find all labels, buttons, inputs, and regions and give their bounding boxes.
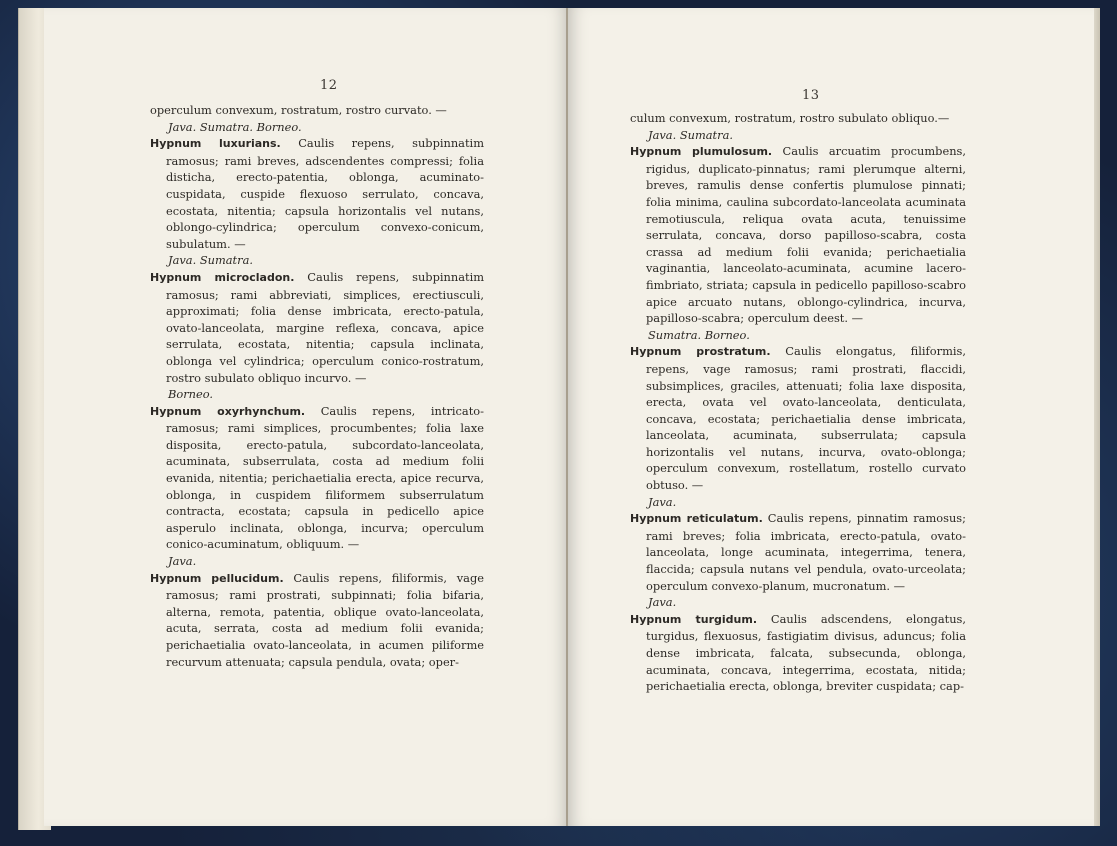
species-description: Caulis repens, subpinnatim ramosus; rami abbreviati, simplices, erectiusculi, approximati; folia dense imbricata, erecto-patula, ovato-lanceolata, margine reflexa, concava, apice serrulata, ecostata, nitentia; capsula inclinata, oblonga vel cylindrica; operculum conico-rostratum, rostro subulato obliquo incurvo. — [166, 269, 485, 385]
species-description: Caulis repens, subpinnatim ramosus; rami breves, adscendentes compressi; folia disticha, erecto-patentia, oblonga, acuminato-cuspidata, cuspide flexuoso serrulato, concava, ecostata, nitentia; capsula horizontalis vel nutans, oblongo-cylindrica; operculum convexo-conicum, subulatum. — [166, 136, 484, 251]
locality-line: Borneo. [168, 387, 214, 402]
species-name: Hypnum plumulosum. [630, 145, 773, 159]
species-description: Caulis adscendens, elongatus, turgidus, flexuosus, fastigiatim divisus, aduncus; folia dense imbricata, falcata, subsecunda, oblonga, acuminata, concava, integerrima, ecostata, nitida; perichaetialia erecta, oblonga, breviter cuspidata; cap- [646, 611, 966, 694]
species-description: Caulis elongatus, filiformis, repens, vage ramosus; rami prostrati, flaccidi, subsimplices, graciles, attenuati; folia laxe disposita, erecta, ovata vel ovato-lanceolata, denticulata, concava, ecostata; perichaetialia dense imbricata, lanceolata, acuminata, subserrulata; capsula horizontalis vel nutans, incurva, ovato-oblonga; operculum convexum, rostellatum, rostello curvato obtuso. — [646, 344, 966, 493]
continuation-line: operculum convexum, rostratum, rostro curvato. — [150, 103, 447, 117]
species-entry [630, 611, 966, 695]
page-number-left: 12 [320, 78, 338, 93]
species-name: Hypnum luxurians. [150, 137, 281, 151]
species-description: Caulis arcuatim procumbens, rigidus, duplicato-pinnatus; rami plerumque alterni, breves, ramulis dense confertis plumulose pinnati; folia minima, caulina subcordato-lanceolata acuminata remotiuscula, reliqua ovata acuta, tenuissime serrulata, concava, dorso papilloso-scabra, costa crassa ad medium folii evanida; perichaetialia vaginantia, lanceolato-acuminata, acumine lacero-fimbriato, striata; capsula in pedicello papilloso-scabro apice arcuato nutans, oblongo-cylindrica, incurva, papilloso-scabra; operculum deest. — [646, 144, 966, 326]
species-description: Caulis repens, filiformis, vage ramosus; rami prostrati, subpinnati; folia bifaria, alterna, remota, patentia, oblique ovato-lanceolata, acuta, serrata, costa ad medium folii evanida; perichaetialia ovato-lanceolata, in acumen piliforme recurvum attenuata; capsula pendula, ovata; oper- [166, 570, 484, 669]
species-entry [630, 143, 966, 327]
locality-line: Java. [648, 494, 677, 509]
right-page-text [630, 110, 966, 695]
locality-line: Java. [168, 554, 197, 569]
species-name: Hypnum microcladon. [150, 270, 295, 284]
page-number-right: 13 [802, 88, 820, 103]
species-entry [150, 269, 484, 386]
locality-line: Java. Sumatra. [168, 253, 253, 268]
species-name: Hypnum reticulatum. [630, 512, 763, 526]
left-page-text [150, 102, 484, 670]
locality-line: Sumatra. Borneo. [648, 327, 750, 342]
species-entry [150, 403, 484, 553]
species-entry [630, 343, 966, 493]
locality-line: Java. Sumatra. Borneo. [168, 119, 302, 134]
species-entry [630, 510, 966, 594]
locality-line: Java. [648, 595, 677, 610]
species-name: Hypnum turgidum. [630, 612, 758, 626]
species-description: Caulis repens, intricato-ramosus; rami simplices, procumbentes; folia laxe disposita, erecto-patula, subcordato-lanceolata, acuminata, subserrulata, costa ad medium folii evanida, nitentia; perichaetialia erecta, apice recurva, oblonga, in cuspidem filiformem subserrulatum contracta, ecostata; capsula in pedicello apice asperulo inclinata, oblonga, incurva; operculum conico-acuminatum, obliquum. — [166, 403, 484, 552]
left-page [44, 8, 568, 826]
species-name: Hypnum pellucidum. [150, 571, 284, 585]
species-entry [150, 135, 484, 252]
page-edges-right [1094, 8, 1100, 826]
species-name: Hypnum oxyrhynchum. [150, 404, 306, 418]
species-entry [150, 570, 484, 671]
species-description: Caulis repens, pinnatim ramosus; rami breves; folia imbricata, erecto-patula, ovato-lanceolata, longe acuminata, integerrima, tenera, flaccida; capsula nutans vel pendula, ovato-urceolata; operculum convexo-planum, mucronatum. — [646, 511, 966, 593]
continuation-line: culum convexum, rostratum, rostro subulato obliquo.— [630, 111, 950, 125]
locality-line: Java. Sumatra. [648, 127, 733, 142]
right-page [568, 8, 1094, 826]
species-name: Hypnum prostratum. [630, 345, 771, 359]
